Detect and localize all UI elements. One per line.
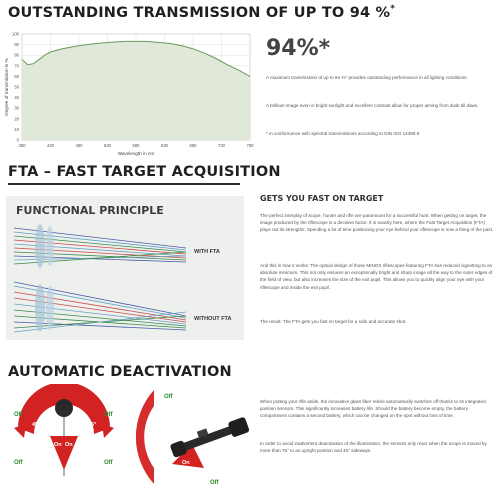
without-fta-lens-2 (46, 286, 54, 330)
off-right-label: Off (104, 412, 113, 418)
y-tick-label: 50 (14, 84, 19, 90)
angle-left-label: 45° (32, 422, 41, 428)
deactivation-title: AUTOMATIC DEACTIVATION (8, 364, 232, 380)
x-tick-label: 530 (104, 143, 111, 148)
deactivation-paragraph-1: When putting your rifle aside, the innovative glass fiber reticle automatically switches off thanks to its integrated position sensors. This significantly increases battery life. Should the battery become empty, the battery compartment contains a second battery, which can be changed on the spot without loss of time. (260, 399, 486, 419)
tilt-arrow-left (14, 424, 26, 438)
with-fta-label: WITH FTA (194, 249, 220, 255)
riflescope-icon (169, 415, 250, 459)
off-bottom-right-label: Off (104, 460, 113, 466)
off-left-label: Off (14, 412, 23, 418)
without-fta-label: WITHOUT FTA (194, 316, 232, 322)
deactivation-paragraph-2: In order to avoid inadvertent deactivation of the illumination, the sensors only react when the scope is moved by more than 75° to an upright position and 45° sideways. (260, 441, 487, 454)
y-tick-label: 0 (16, 137, 19, 143)
fta-paragraph-3: The result: The FTA gets you fast on target for a safe and accurate shot. (260, 319, 407, 324)
deactivation-diagram (4, 384, 256, 488)
upright-on-label: On (182, 460, 190, 466)
on-right-label: On (65, 442, 73, 448)
transmission-paragraph-2: A brilliant image even in bright sunlight and excellent contrast allow for proper aiming from dusk till dawn. (266, 103, 479, 108)
transmission-paragraph-1: A maximum transmission of up to 94 %* provides outstanding performance in all lighting conditions. (266, 75, 468, 80)
y-tick-label: 60 (14, 73, 19, 79)
y-tick-label: 10 (14, 126, 19, 132)
upright-angle-label: 75° (172, 478, 181, 484)
y-tick-label: 20 (14, 116, 19, 122)
x-tick-label: 580 (132, 143, 140, 148)
y-tick-label: 80 (14, 52, 19, 58)
x-tick-label: 730 (218, 143, 225, 148)
x-tick-label: 680 (189, 143, 197, 148)
angle-right-label: 45° (88, 422, 97, 428)
y-tick-label: 40 (14, 95, 19, 101)
with-fta-lens-1 (35, 224, 45, 268)
y-tick-label: 30 (14, 105, 19, 111)
x-tick-label: 380 (18, 143, 26, 148)
fast-on-target-title: GETS YOU FAST ON TARGET (260, 194, 384, 203)
y-tick-label: 70 (14, 63, 19, 69)
sideways-tilt-diagram (14, 384, 114, 476)
without-fta-lens-1 (35, 284, 45, 332)
fta-paragraph-1: The perfect interplay of scope, hunter and rifle are paramount for a successful hunt. When getting on target, the image produced by the riflescope is a decisive factor. It is exactly here, where the Fast Target Acquisition (FTA) plays out its strengths: Spending a lot of time positioning your eye behind your riflescope is now a thing of the past. (260, 213, 494, 233)
fta-title: FTA – FAST TARGET ACQUISITION (8, 164, 281, 180)
scope-eyepiece-icon (55, 399, 73, 417)
transmission-chart-svg (2, 26, 260, 162)
max-transmission-value: 94%* (266, 36, 331, 61)
x-tick-label: 630 (161, 143, 168, 148)
x-tick-label: 430 (47, 143, 54, 148)
x-axis-label: Wavelength in nm (117, 151, 155, 156)
transmission-title: OUTSTANDING TRANSMISSION OF UP TO 94 %* (8, 4, 396, 21)
with-fta-lens-2 (46, 226, 54, 266)
x-tick-label: 480 (75, 143, 83, 148)
y-axis-label: Degree of transmission in % (4, 58, 9, 116)
off-bottom-left-label: Off (14, 460, 23, 466)
transmission-chart (2, 26, 260, 162)
upright-off-bottom-label: Off (210, 480, 219, 486)
x-tick-label: 780 (246, 143, 254, 148)
y-tick-label: 100 (12, 31, 19, 37)
on-left-label: On (54, 442, 62, 448)
y-tick-label: 90 (14, 42, 19, 48)
functional-principle-title: FUNCTIONAL PRINCIPLE (16, 204, 164, 217)
upright-off-top-label: Off (164, 394, 173, 400)
fta-title-underline (8, 183, 240, 185)
tilt-arrow-right (102, 424, 114, 438)
transmission-footnote: * in conformance with spectral transmissions according to DIN ISO 14490-5 (266, 131, 420, 136)
upright-tilt-diagram (136, 390, 250, 486)
title-footnote-star: * (390, 4, 396, 14)
fta-paragraph-2: And this is how it works: The optical design of those MINOX riflescopes featuring FTA has reduced vignetting to an absolute minimum. This not only ensures an exceptionally bright and sharp image all the way to the outer edges of the field of view, but also increases the size of the exit pupil. This allows you to quickly align your eye with your riflescope and inside the exit pupil . (260, 263, 493, 290)
upright-arc (136, 390, 154, 484)
